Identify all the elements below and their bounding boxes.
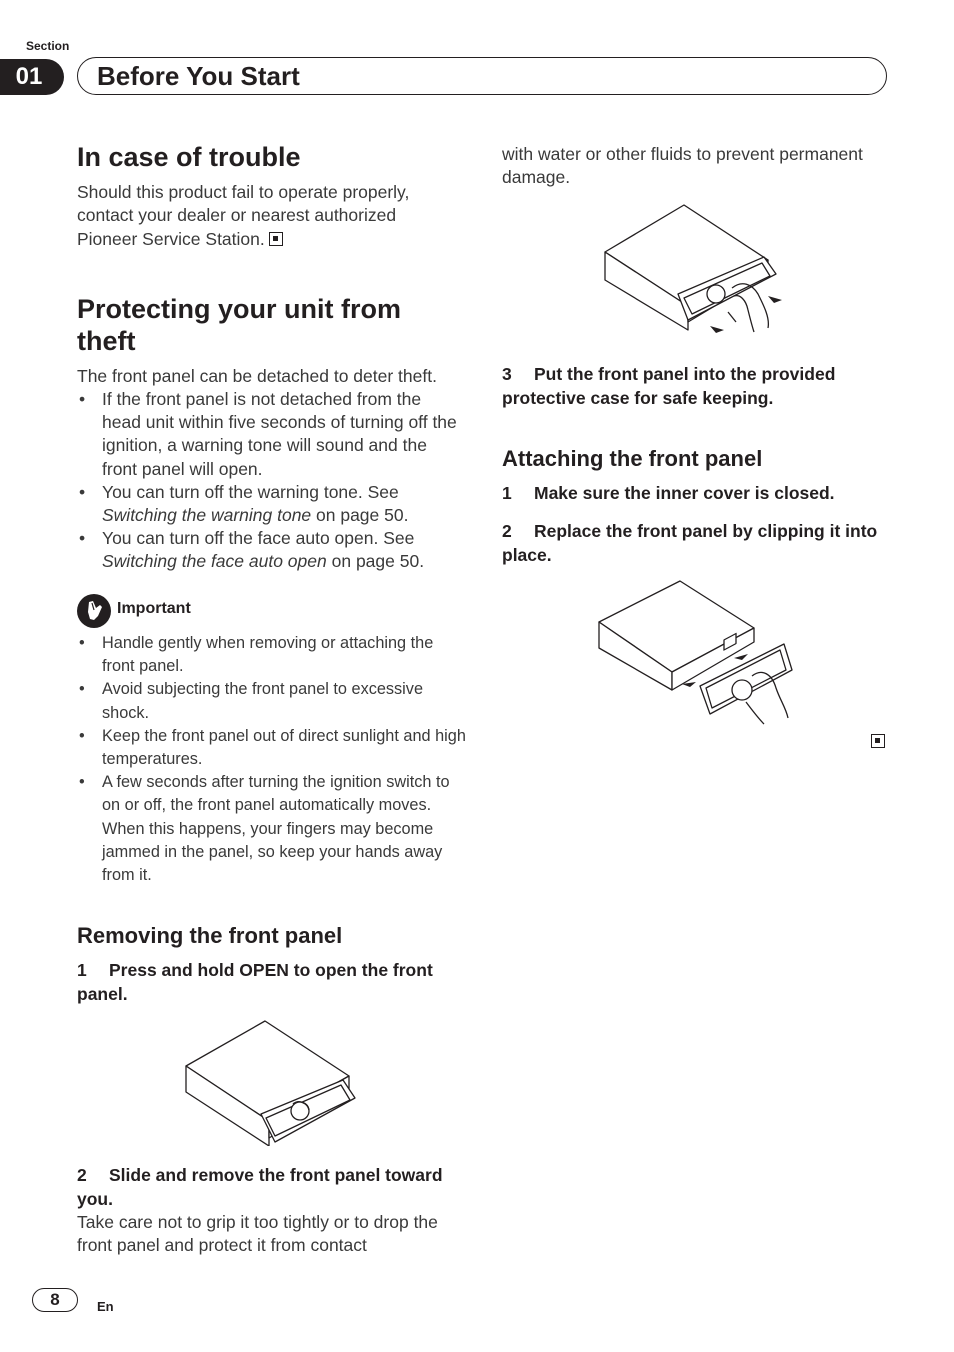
step-number: 1 [502, 483, 512, 503]
theft-heading-line1: Protecting your unit from [77, 294, 401, 324]
slide-remove-panel-illustration [602, 202, 792, 338]
list-item [77, 481, 463, 527]
step-text: Replace the front panel by clipping it into place. [502, 521, 878, 565]
bullet-text: on page 50. [326, 551, 425, 572]
list-item: • A few seconds after turning the ignition switch to on or off, the front panel automatically moves. When this happens, your fingers may become jammed in the panel, so keep your hands away from it. [77, 771, 467, 887]
trouble-body [77, 181, 447, 251]
step-number: 2 [77, 1165, 87, 1185]
language-code: En [97, 1299, 114, 1314]
list-item [77, 527, 463, 573]
cross-reference: Switching the face auto open [102, 551, 327, 572]
attaching-heading: Attaching the front panel [502, 446, 763, 471]
list-item: • Avoid subjecting the front panel to excessive shock. [77, 678, 467, 724]
hand-icon [77, 594, 111, 628]
list-item [77, 388, 463, 481]
theft-intro: The front panel can be detached to deter theft. [77, 366, 437, 386]
removing-step-3 [502, 363, 882, 410]
trouble-body-text: Should this product fail to operate properly, contact your dealer or nearest authorized Pioneer Service Station. [77, 182, 410, 249]
step-number: 1 [77, 960, 87, 980]
attach-panel-illustration [596, 578, 796, 728]
step-text: Put the front panel into the provided protective case for safe keeping. [502, 364, 836, 408]
removing-step-2-note: Take care not to grip it too tightly or to drop the front panel and protect it from contact [77, 1212, 438, 1256]
step-number: 2 [502, 521, 512, 541]
step-text: Slide and remove the front panel toward you. [77, 1165, 443, 1209]
chapter-title: Before You Start [97, 61, 300, 91]
trouble-heading: In case of trouble [77, 142, 301, 172]
important-list [77, 632, 467, 887]
bullet-text: If the front panel is not detached from the head unit within five seconds of turning off the ignition, a warning tone will sound and the front panel will open. [102, 389, 457, 479]
section-number-badge: 01 [0, 59, 64, 95]
removing-step-2-note-continued: with water or other fluids to prevent permanent damage. [502, 144, 863, 188]
page-number: 8 [32, 1288, 78, 1312]
step-text: Make sure the inner cover is closed. [534, 483, 835, 503]
end-mark-icon [269, 232, 283, 246]
bullet-text: You can turn off the face auto open. See [102, 528, 415, 549]
theft-heading-line2: theft [77, 326, 136, 356]
attaching-step-1 [502, 482, 882, 506]
important-icon [77, 594, 111, 628]
bullet-text: on page 50. [311, 505, 409, 526]
step-number: 3 [502, 364, 512, 384]
bullet-text: You can turn off the warning tone. See [102, 481, 399, 502]
removing-step-1 [77, 959, 467, 1006]
removing-step-2 [77, 1164, 457, 1211]
cross-reference: Switching the warning tone [102, 505, 312, 526]
theft-bullets [77, 388, 463, 574]
important-label: Important [117, 600, 191, 617]
section-label: Section [26, 39, 70, 53]
theft-heading [77, 293, 401, 357]
attaching-step-2 [502, 520, 882, 567]
end-mark-icon [871, 734, 885, 748]
head-unit-panel-open-illustration [183, 1018, 359, 1146]
list-item: • Keep the front panel out of direct sunlight and high temperatures. [77, 725, 467, 771]
removing-heading: Removing the front panel [77, 923, 343, 948]
list-item: • Handle gently when removing or attaching the front panel. [77, 632, 467, 678]
step-text: Press and hold OPEN to open the front panel. [77, 960, 433, 1004]
